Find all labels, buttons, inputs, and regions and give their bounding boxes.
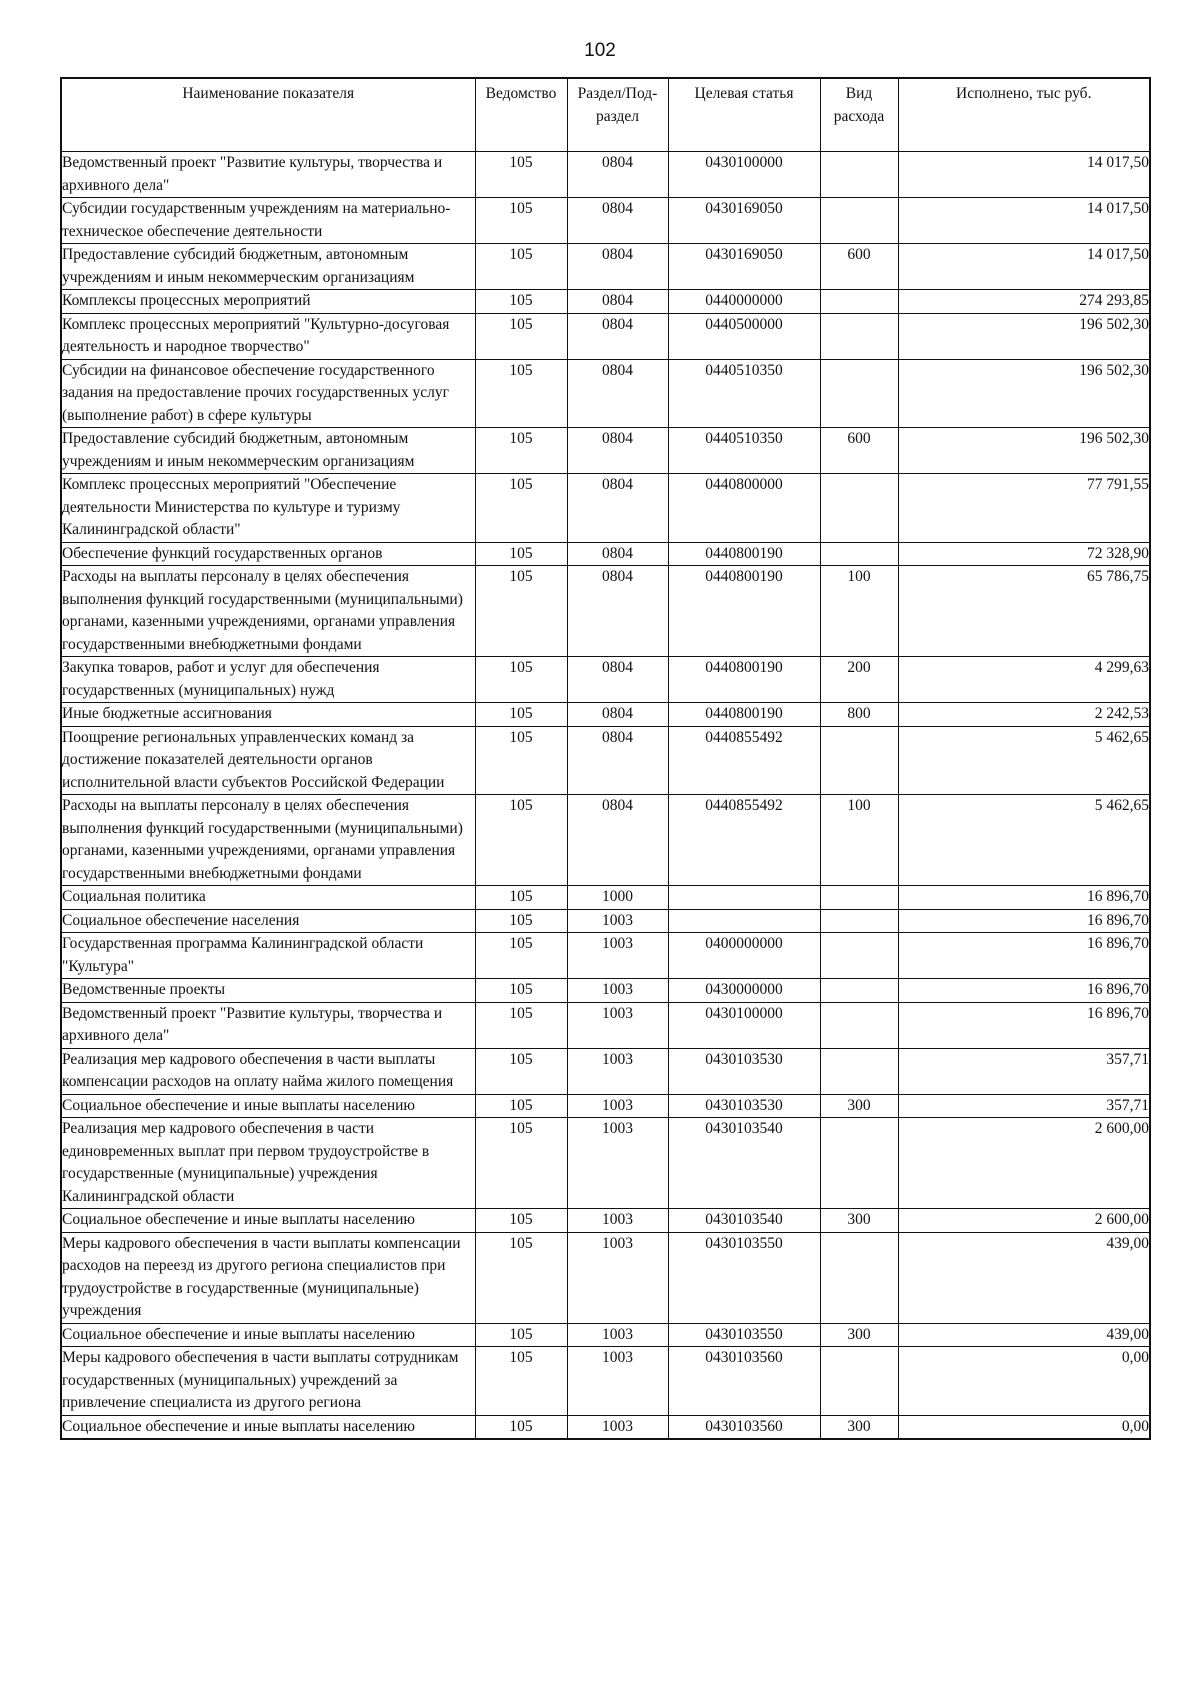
row-dept: 105 <box>475 1118 567 1209</box>
header-section: Раздел/Под-раздел <box>567 78 668 152</box>
row-section: 0804 <box>567 542 668 566</box>
row-amount: 4 299,63 <box>898 657 1150 703</box>
row-section: 1003 <box>567 1232 668 1323</box>
row-section: 1003 <box>567 979 668 1003</box>
header-dept: Ведомство <box>475 78 567 152</box>
row-kind <box>820 474 898 543</box>
table-row <box>61 657 1150 703</box>
row-dept: 105 <box>475 726 567 795</box>
table-row <box>61 886 1150 910</box>
row-amount: 14 017,50 <box>898 152 1150 198</box>
row-section: 0804 <box>567 703 668 727</box>
row-name: Ведомственный проект "Развитие культуры, творчества и архивного дела" <box>61 152 475 198</box>
row-article: 0440855492 <box>668 726 820 795</box>
row-kind: 300 <box>820 1209 898 1233</box>
row-article: 0430169050 <box>668 244 820 290</box>
table-row <box>61 290 1150 314</box>
row-kind <box>820 886 898 910</box>
row-article <box>668 909 820 933</box>
row-section: 0804 <box>567 657 668 703</box>
row-article: 0440800190 <box>668 566 820 657</box>
table-row <box>61 428 1150 474</box>
row-kind <box>820 359 898 428</box>
row-kind <box>820 152 898 198</box>
row-dept: 105 <box>475 703 567 727</box>
table-row <box>61 1094 1150 1118</box>
row-section: 0804 <box>567 359 668 428</box>
page-number: 102 <box>584 40 616 61</box>
row-name: Реализация мер кадрового обеспечения в части выплаты компенсации расходов на оплату найма жилого помещения <box>61 1048 475 1094</box>
header-amount: Исполнено, тыс руб. <box>898 78 1150 152</box>
row-dept: 105 <box>475 428 567 474</box>
table-row <box>61 726 1150 795</box>
row-amount: 65 786,75 <box>898 566 1150 657</box>
row-name: Комплекс процессных мероприятий "Обеспечение деятельности Министерства по культуре и туризму Калининградской области" <box>61 474 475 543</box>
row-dept: 105 <box>475 795 567 886</box>
row-name: Предоставление субсидий бюджетным, автономным учреждениям и иным некоммерческим организациям <box>61 244 475 290</box>
row-name: Социальная политика <box>61 886 475 910</box>
header-kind: Вид расхода <box>820 78 898 152</box>
row-section: 1003 <box>567 1347 668 1416</box>
row-name: Меры кадрового обеспечения в части выплаты сотрудникам государственных (муниципальных) учреждений за привлечение специалиста из другого региона <box>61 1347 475 1416</box>
header-article: Целевая статья <box>668 78 820 152</box>
table-row <box>61 795 1150 886</box>
table-row <box>61 313 1150 359</box>
row-dept: 105 <box>475 1048 567 1094</box>
row-kind: 200 <box>820 657 898 703</box>
row-dept: 105 <box>475 979 567 1003</box>
row-name: Субсидии на финансовое обеспечение государственного задания на предоставление прочих государственных услуг (выполнение работ) в сфере культуры <box>61 359 475 428</box>
row-section: 0804 <box>567 313 668 359</box>
row-amount: 357,71 <box>898 1048 1150 1094</box>
row-amount: 274 293,85 <box>898 290 1150 314</box>
row-article <box>668 886 820 910</box>
row-amount: 196 502,30 <box>898 359 1150 428</box>
row-section: 1003 <box>567 933 668 979</box>
row-dept: 105 <box>475 313 567 359</box>
row-dept: 105 <box>475 1347 567 1416</box>
row-name: Государственная программа Калининградской области "Культура" <box>61 933 475 979</box>
row-article: 0400000000 <box>668 933 820 979</box>
header-row <box>61 78 1150 152</box>
row-section: 0804 <box>567 198 668 244</box>
row-article: 0440500000 <box>668 313 820 359</box>
row-article: 0440800000 <box>668 474 820 543</box>
row-amount: 72 328,90 <box>898 542 1150 566</box>
row-amount: 357,71 <box>898 1094 1150 1118</box>
table-row <box>61 566 1150 657</box>
row-amount: 5 462,65 <box>898 726 1150 795</box>
row-dept: 105 <box>475 244 567 290</box>
row-section: 1000 <box>567 886 668 910</box>
row-article: 0430103550 <box>668 1232 820 1323</box>
row-amount: 2 600,00 <box>898 1118 1150 1209</box>
row-amount: 0,00 <box>898 1347 1150 1416</box>
row-dept: 105 <box>475 933 567 979</box>
row-article: 0440000000 <box>668 290 820 314</box>
table-row <box>61 198 1150 244</box>
row-dept: 105 <box>475 1094 567 1118</box>
row-kind <box>820 909 898 933</box>
row-name: Социальное обеспечение населения <box>61 909 475 933</box>
row-article: 0440800190 <box>668 703 820 727</box>
row-name: Социальное обеспечение и иные выплаты населению <box>61 1323 475 1347</box>
row-kind <box>820 313 898 359</box>
budget-table <box>60 77 1151 1440</box>
row-dept: 105 <box>475 1209 567 1233</box>
table-row <box>61 933 1150 979</box>
row-article: 0440855492 <box>668 795 820 886</box>
row-section: 1003 <box>567 1323 668 1347</box>
table-row <box>61 1048 1150 1094</box>
row-section: 1003 <box>567 1048 668 1094</box>
row-amount: 16 896,70 <box>898 933 1150 979</box>
row-article: 0440510350 <box>668 359 820 428</box>
row-name: Закупка товаров, работ и услуг для обеспечения государственных (муниципальных) нужд <box>61 657 475 703</box>
row-dept: 105 <box>475 542 567 566</box>
row-kind <box>820 1347 898 1416</box>
row-article: 0430103540 <box>668 1209 820 1233</box>
row-article: 0430103560 <box>668 1415 820 1439</box>
row-name: Комплексы процессных мероприятий <box>61 290 475 314</box>
row-dept: 105 <box>475 909 567 933</box>
row-dept: 105 <box>475 657 567 703</box>
row-section: 0804 <box>567 474 668 543</box>
row-section: 1003 <box>567 1118 668 1209</box>
row-article: 0430103530 <box>668 1094 820 1118</box>
row-section: 0804 <box>567 152 668 198</box>
row-amount: 439,00 <box>898 1232 1150 1323</box>
row-amount: 196 502,30 <box>898 428 1150 474</box>
row-name: Социальное обеспечение и иные выплаты населению <box>61 1209 475 1233</box>
row-name: Предоставление субсидий бюджетным, автономным учреждениям и иным некоммерческим организациям <box>61 428 475 474</box>
row-section: 0804 <box>567 428 668 474</box>
row-name: Обеспечение функций государственных органов <box>61 542 475 566</box>
header-name: Наименование показателя <box>61 78 475 152</box>
row-kind: 100 <box>820 795 898 886</box>
row-kind <box>820 1118 898 1209</box>
row-kind: 800 <box>820 703 898 727</box>
row-kind: 600 <box>820 244 898 290</box>
table-row <box>61 1232 1150 1323</box>
row-amount: 16 896,70 <box>898 886 1150 910</box>
row-dept: 105 <box>475 1415 567 1439</box>
row-dept: 105 <box>475 198 567 244</box>
row-amount: 2 600,00 <box>898 1209 1150 1233</box>
table-row <box>61 1323 1150 1347</box>
table-row <box>61 152 1150 198</box>
row-dept: 105 <box>475 474 567 543</box>
row-name: Иные бюджетные ассигнования <box>61 703 475 727</box>
table-row <box>61 1209 1150 1233</box>
row-kind: 300 <box>820 1415 898 1439</box>
row-section: 0804 <box>567 290 668 314</box>
row-amount: 14 017,50 <box>898 198 1150 244</box>
table-row <box>61 1415 1150 1439</box>
row-amount: 14 017,50 <box>898 244 1150 290</box>
row-article: 0430169050 <box>668 198 820 244</box>
row-article: 0430103550 <box>668 1323 820 1347</box>
row-amount: 196 502,30 <box>898 313 1150 359</box>
row-kind <box>820 979 898 1003</box>
row-article: 0430103560 <box>668 1347 820 1416</box>
table-row <box>61 542 1150 566</box>
row-kind <box>820 1232 898 1323</box>
row-kind: 300 <box>820 1323 898 1347</box>
row-article: 0430100000 <box>668 152 820 198</box>
row-dept: 105 <box>475 152 567 198</box>
row-name: Социальное обеспечение и иные выплаты населению <box>61 1094 475 1118</box>
row-amount: 5 462,65 <box>898 795 1150 886</box>
row-article: 0430103530 <box>668 1048 820 1094</box>
row-name: Реализация мер кадрового обеспечения в части единовременных выплат при первом трудоустройстве в государственные (муниципальные) учреждения Калининградской области <box>61 1118 475 1209</box>
row-dept: 105 <box>475 886 567 910</box>
row-dept: 105 <box>475 1323 567 1347</box>
table-body <box>61 152 1150 1440</box>
row-kind <box>820 933 898 979</box>
table-row <box>61 1002 1150 1048</box>
row-article: 0430000000 <box>668 979 820 1003</box>
table-row <box>61 909 1150 933</box>
row-name: Комплекс процессных мероприятий "Культурно-досуговая деятельность и народное творчество" <box>61 313 475 359</box>
row-amount: 77 791,55 <box>898 474 1150 543</box>
row-kind <box>820 198 898 244</box>
row-amount: 0,00 <box>898 1415 1150 1439</box>
row-kind <box>820 1048 898 1094</box>
row-section: 1003 <box>567 1094 668 1118</box>
row-dept: 105 <box>475 566 567 657</box>
row-article: 0430100000 <box>668 1002 820 1048</box>
table-row <box>61 1347 1150 1416</box>
row-kind: 600 <box>820 428 898 474</box>
row-amount: 2 242,53 <box>898 703 1150 727</box>
row-section: 0804 <box>567 566 668 657</box>
row-dept: 105 <box>475 1002 567 1048</box>
row-article: 0440510350 <box>668 428 820 474</box>
row-dept: 105 <box>475 1232 567 1323</box>
row-section: 0804 <box>567 795 668 886</box>
table-row <box>61 1118 1150 1209</box>
table-row <box>61 474 1150 543</box>
row-name: Меры кадрового обеспечения в части выплаты компенсации расходов на переезд из другого региона специалистов при трудоустройстве в государственные (муниципальные) учреждения <box>61 1232 475 1323</box>
row-amount: 16 896,70 <box>898 979 1150 1003</box>
row-name: Расходы на выплаты персоналу в целях обеспечения выполнения функций государственными (муниципальными) органами, казенными учреждениями, органами управления государственными внебюджетными фондами <box>61 795 475 886</box>
row-name: Расходы на выплаты персоналу в целях обеспечения выполнения функций государственными (муниципальными) органами, казенными учреждениями, органами управления государственными внебюджетными фондами <box>61 566 475 657</box>
row-section: 1003 <box>567 1415 668 1439</box>
row-section: 1003 <box>567 1002 668 1048</box>
table-row <box>61 979 1150 1003</box>
row-kind: 100 <box>820 566 898 657</box>
row-kind <box>820 1002 898 1048</box>
table-row <box>61 703 1150 727</box>
row-kind: 300 <box>820 1094 898 1118</box>
row-kind <box>820 726 898 795</box>
row-article: 0440800190 <box>668 657 820 703</box>
row-section: 1003 <box>567 1209 668 1233</box>
row-amount: 16 896,70 <box>898 909 1150 933</box>
row-section: 0804 <box>567 244 668 290</box>
row-section: 1003 <box>567 909 668 933</box>
row-kind <box>820 542 898 566</box>
row-kind <box>820 290 898 314</box>
row-name: Субсидии государственным учреждениям на материально-техническое обеспечение деятельности <box>61 198 475 244</box>
row-article: 0430103540 <box>668 1118 820 1209</box>
row-dept: 105 <box>475 290 567 314</box>
table-row <box>61 244 1150 290</box>
row-amount: 16 896,70 <box>898 1002 1150 1048</box>
row-name: Ведомственные проекты <box>61 979 475 1003</box>
row-dept: 105 <box>475 359 567 428</box>
row-name: Ведомственный проект "Развитие культуры, творчества и архивного дела" <box>61 1002 475 1048</box>
row-amount: 439,00 <box>898 1323 1150 1347</box>
row-name: Социальное обеспечение и иные выплаты населению <box>61 1415 475 1439</box>
row-article: 0440800190 <box>668 542 820 566</box>
row-section: 0804 <box>567 726 668 795</box>
row-name: Поощрение региональных управленческих команд за достижение показателей деятельности органов исполнительной власти субъектов Российской Федерации <box>61 726 475 795</box>
table-row <box>61 359 1150 428</box>
